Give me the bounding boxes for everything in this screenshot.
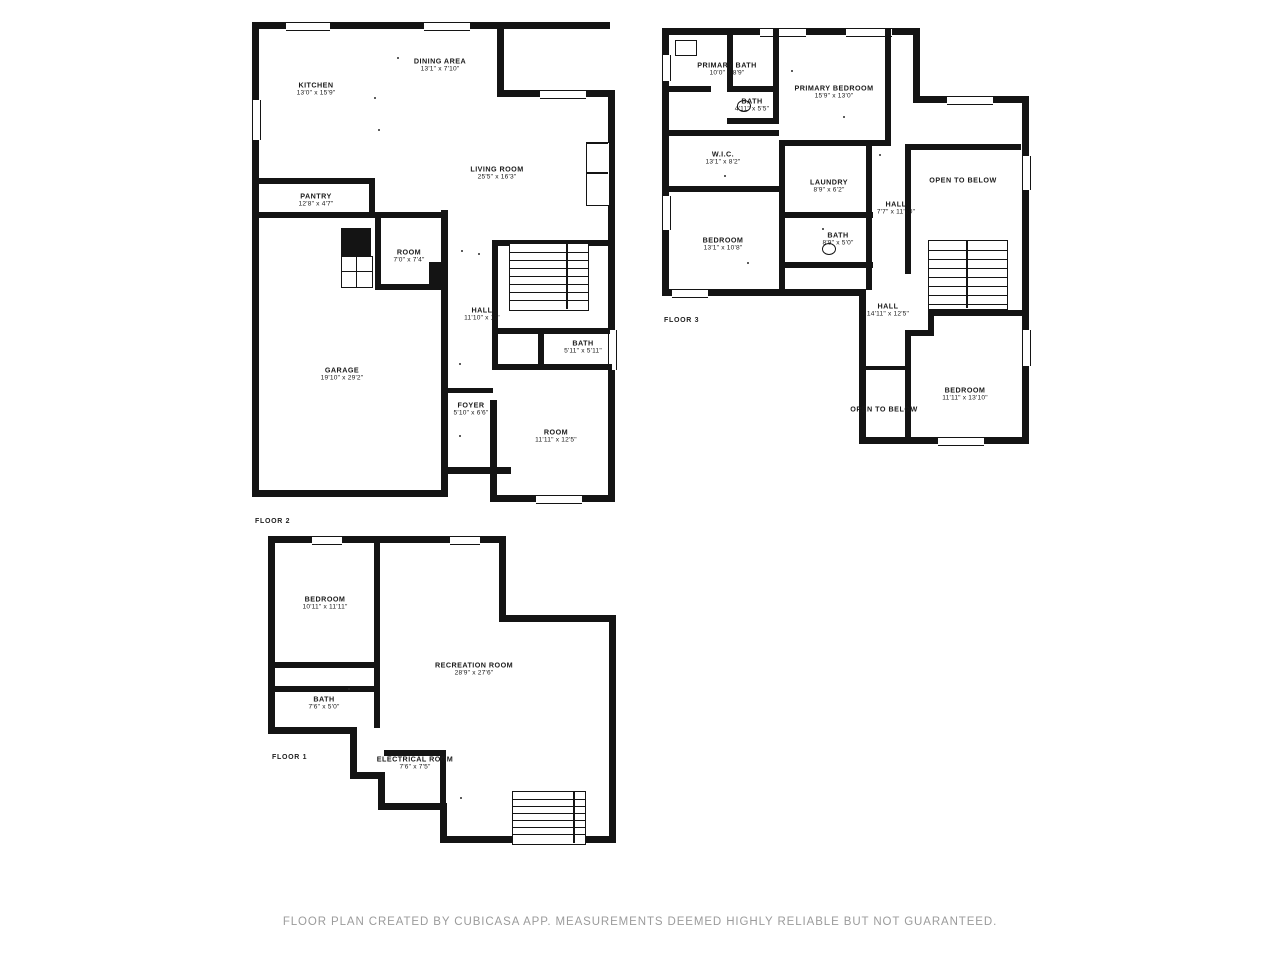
wall: [441, 467, 511, 474]
wall: [928, 310, 1022, 316]
wall: [905, 144, 1021, 150]
room-label: FOYER 5'10" x 6'6": [453, 400, 489, 417]
room-label: ROOM 7'0" x 7'4": [393, 247, 425, 264]
wall: [375, 212, 381, 290]
room-label: BATH 8'9" x 5'0": [822, 230, 854, 247]
footer-note: FLOOR PLAN CREATED BY CUBICASA APP. MEASUREMENTS DEEMED HIGHLY RELIABLE BUT NOT GUARANTEED.: [282, 916, 998, 928]
wall: [259, 178, 375, 184]
wall: [275, 662, 380, 668]
wall: [268, 536, 275, 734]
room-label: BATH 5'11" x 5'11": [564, 338, 602, 355]
wall: [885, 28, 891, 144]
wall: [609, 622, 616, 843]
wall: [492, 364, 612, 370]
fireplace: [586, 142, 610, 206]
room-label: PANTRY 12'8" x 4'7": [298, 191, 334, 208]
room-label: W.I.C. 13'1" x 8'2": [705, 149, 741, 166]
room-label: LIVING ROOM 25'5" x 16'3": [470, 164, 524, 181]
wall: [492, 328, 610, 334]
wall: [492, 334, 498, 370]
wall: [374, 536, 380, 668]
window: [662, 196, 671, 230]
wall: [905, 330, 911, 438]
window: [1022, 330, 1031, 366]
wall: [785, 262, 873, 268]
wall: [499, 615, 616, 622]
room-label: HALL 11'10" x 13': [464, 305, 500, 322]
wall: [252, 22, 259, 497]
room-label: GARAGE 19'10" x 29'2": [320, 365, 364, 382]
wall: [1022, 96, 1029, 444]
room-label: LAUNDRY 8'9" x 6'2": [809, 177, 849, 194]
room-label: RECREATION ROOM 28'9" x 27'6": [434, 660, 514, 677]
open-to-below-annotation: OPEN TO BELOW: [929, 175, 997, 185]
wall: [499, 536, 506, 622]
wall: [669, 130, 779, 136]
wall: [268, 727, 356, 734]
window: [672, 289, 708, 298]
window: [450, 536, 480, 545]
room-label: HALL 7'7" x 11'10": [876, 199, 916, 216]
wall: [490, 400, 497, 500]
window: [540, 90, 586, 99]
window: [536, 495, 582, 504]
window: [947, 96, 993, 105]
wall: [785, 212, 873, 218]
window: [252, 100, 261, 140]
fixture-block: [429, 262, 443, 286]
floor-label-3: FLOOR 3: [664, 317, 700, 324]
wall: [669, 186, 783, 192]
floor-label-1: FLOOR 1: [272, 754, 308, 761]
room-label: DINING AREA 13'1" x 7'10": [413, 56, 467, 73]
window: [286, 22, 330, 31]
wall: [375, 212, 447, 218]
room-label: PRIMARY BEDROOM 15'9" x 13'0": [794, 83, 874, 100]
window: [1022, 156, 1031, 190]
wall: [259, 212, 375, 218]
room-label: BEDROOM 13'1" x 10'8": [702, 235, 744, 252]
window: [312, 536, 342, 545]
wall: [252, 490, 448, 497]
wall: [859, 366, 911, 370]
fixture-grid: [341, 256, 373, 288]
wall: [779, 140, 891, 146]
room-label: BEDROOM 10'11" x 11'11": [302, 594, 348, 611]
floor-label-2: FLOOR 2: [255, 518, 291, 525]
window: [424, 22, 470, 31]
window: [662, 55, 671, 81]
fixture: [675, 40, 697, 56]
window: [760, 28, 806, 37]
room-label: BATH 4'11" x 5'5": [734, 96, 770, 113]
wall: [378, 803, 446, 810]
wall: [441, 210, 448, 497]
wall: [913, 28, 920, 103]
wall: [669, 86, 711, 92]
room-label: BEDROOM 11'11" x 13'10": [942, 385, 988, 402]
room-label: ROOM 11'11" x 12'5": [535, 427, 577, 444]
wall: [275, 686, 380, 692]
wall: [727, 118, 779, 124]
wall: [779, 192, 785, 292]
open-to-below-annotation: OPEN TO BELOW: [850, 404, 918, 414]
wall: [866, 144, 872, 290]
window: [938, 437, 984, 446]
room-label: HALL 14'11" x 12'5": [866, 301, 910, 318]
room-label: KITCHEN 13'0" x 15'9": [296, 80, 336, 97]
room-label: ELECTRICAL ROOM 7'6" x 7'5": [376, 754, 454, 771]
wall: [374, 662, 380, 728]
fixture-block: [341, 228, 371, 258]
wall: [773, 28, 779, 92]
wall: [727, 86, 779, 92]
staircase: [509, 243, 589, 311]
wall: [441, 388, 493, 393]
room-label: BATH 7'6" x 5'0": [308, 694, 340, 711]
room-label: PRIMARY BATH 10'0" x 8'9": [697, 60, 757, 77]
staircase: [928, 240, 1008, 310]
staircase: [512, 791, 586, 845]
wall: [497, 22, 504, 97]
